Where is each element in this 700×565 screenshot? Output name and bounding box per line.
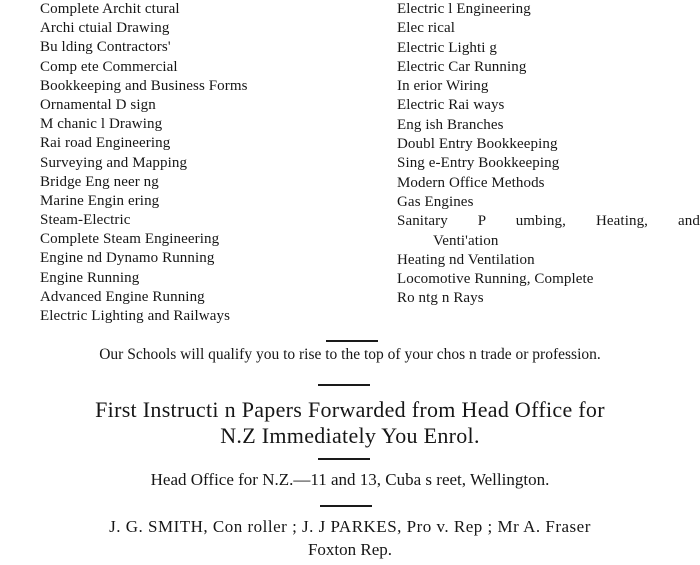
divider-rule bbox=[320, 505, 372, 507]
course-item: In erior Wiring bbox=[397, 78, 489, 95]
course-item: Steam-Electric bbox=[40, 212, 131, 229]
courses-right-column bbox=[397, 0, 700, 309]
course-item-plumbing-continued: Venti'ation bbox=[433, 232, 499, 249]
course-item: Complete Steam Engineering bbox=[40, 231, 220, 248]
course-item: Comp ete Commercial bbox=[40, 58, 178, 75]
course-item: Marine Engin ering bbox=[40, 192, 160, 209]
course-item: Eng ish Branches bbox=[397, 116, 504, 133]
course-item: Doubl Entry Bookkeeping bbox=[397, 136, 558, 153]
course-item: Heating nd Ventilation bbox=[397, 251, 535, 268]
course-item: Surveying and Mapping bbox=[40, 154, 188, 171]
course-item: Electric Rai ways bbox=[397, 97, 505, 114]
course-item: Ornamental D sign bbox=[40, 96, 156, 113]
course-item: Archi ctuial Drawing bbox=[40, 20, 170, 37]
course-item: Advanced Engine Running bbox=[40, 288, 205, 305]
divider-rule bbox=[326, 340, 378, 342]
course-item: Bu lding Contractors' bbox=[40, 39, 171, 56]
headline-line-2: N.Z Immediately You Enrol. bbox=[220, 423, 480, 448]
staff-line-1: J. G. SMITH, Con roller ; J. J PARKES, Pro v. Rep ; Mr A. Fraser bbox=[109, 517, 591, 536]
course-item: Locomotive Running, Complete bbox=[397, 271, 594, 288]
course-item: Electric Car Running bbox=[397, 58, 527, 75]
courses-left-column bbox=[40, 0, 380, 326]
course-item: Engine nd Dynamo Running bbox=[40, 250, 215, 267]
course-item: Bridge Eng neer ng bbox=[40, 173, 159, 190]
course-item: Rai road Engineering bbox=[40, 135, 171, 152]
course-item: Electric Lighti g bbox=[397, 39, 497, 56]
course-item: Modern Office Methods bbox=[397, 174, 545, 191]
course-item: M chanic l Drawing bbox=[40, 116, 163, 133]
head-office-address: Head Office for N.Z.—11 and 13, Cuba s reet, Wellington. bbox=[150, 470, 550, 489]
headline-line-1: First Instructi n Papers Forwarded from Head Office for bbox=[95, 397, 605, 422]
divider-rule bbox=[318, 384, 370, 386]
course-item: Ro ntg n Rays bbox=[397, 290, 484, 307]
course-item-plumbing: Sanitary P umbing, Heating, and bbox=[397, 213, 700, 230]
divider-rule bbox=[318, 458, 370, 460]
course-item: Elec rical bbox=[397, 20, 456, 37]
course-item: Sing e-Entry Bookkeeping bbox=[397, 155, 560, 172]
qualify-statement: Our Schools will qualify you to rise to the top of your chos n trade or profession. bbox=[99, 346, 601, 363]
staff-line-2: Foxton Rep. bbox=[307, 540, 393, 559]
course-item: Complete Archit ctural bbox=[40, 1, 180, 17]
course-item: Gas Engines bbox=[397, 193, 474, 210]
course-item: Engine Running bbox=[40, 269, 140, 286]
course-item: Bookkeeping and Business Forms bbox=[40, 77, 248, 94]
course-item: Electric Lighting and Railways bbox=[40, 308, 231, 324]
course-item: Electric l Engineering bbox=[397, 1, 531, 17]
